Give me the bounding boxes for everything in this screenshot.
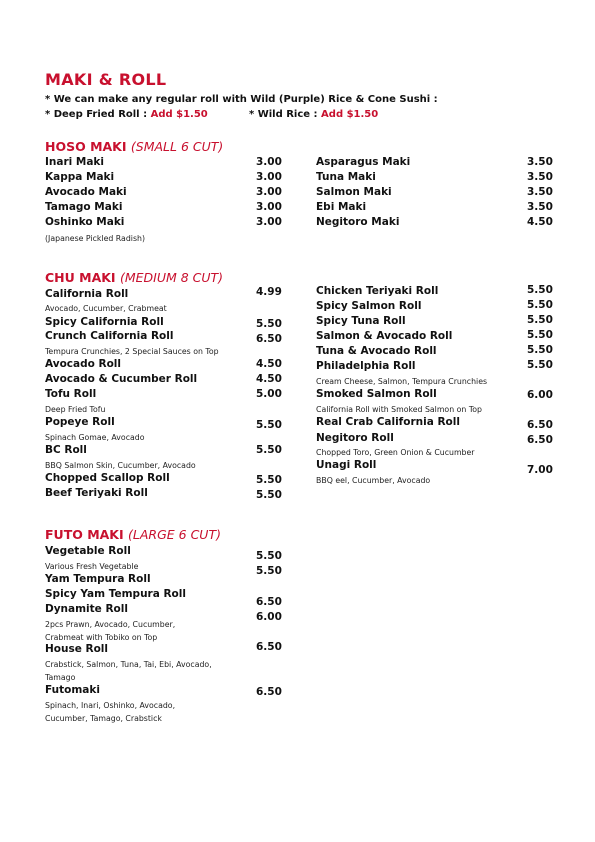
menu-item-name: Asparagus Maki (316, 156, 411, 168)
menu-item-price: 6.50 (527, 419, 553, 431)
menu-item-price: 4.50 (527, 216, 553, 228)
menu-item-price: 5.50 (256, 444, 282, 456)
menu-item-price: 5.50 (527, 329, 553, 341)
menu-item-name: Tofu Roll (45, 388, 97, 400)
wild-rice-price: Add $1.50 (321, 109, 379, 120)
menu-item-price: 5.50 (256, 474, 282, 486)
menu-item-name: Avocado Maki (45, 186, 127, 198)
menu-item-name: Crunch California Roll (45, 330, 174, 342)
menu-item-name: House Roll (45, 643, 108, 655)
menu-item-description: Avocado, Cucumber, Crabmeat (45, 304, 167, 313)
menu-item-price: 6.50 (256, 686, 282, 698)
menu-item-name: Negitoro Roll (316, 432, 394, 444)
menu-item-price: 6.00 (527, 389, 553, 401)
menu-item-name: BC Roll (45, 444, 87, 456)
menu-item-name: Spicy Tuna Roll (316, 315, 406, 327)
menu-item-price: 5.50 (256, 550, 282, 562)
menu-item-price: 5.50 (256, 419, 282, 431)
menu-item-description: Various Fresh Vegetable (45, 562, 139, 571)
menu-item-name: California Roll (45, 288, 129, 300)
section-subtitle: (SMALL 6 CUT) (130, 139, 224, 154)
menu-item-description: Tamago (45, 673, 76, 682)
section-subtitle: (LARGE 6 CUT) (128, 527, 221, 542)
menu-item-description: Cream Cheese, Salmon, Tempura Crunchies (316, 377, 488, 386)
menu-item-price: 4.99 (256, 286, 282, 298)
menu-item-description: California Roll with Smoked Salmon on Top (316, 405, 482, 414)
menu-title: MAKI & ROLL (45, 70, 167, 89)
menu-item-price: 6.50 (256, 596, 282, 608)
menu-item-name: Chopped Scallop Roll (45, 472, 170, 484)
menu-item-name: Salmon Maki (316, 186, 392, 198)
wild-rice-label: * Wild Rice : (249, 109, 318, 120)
menu-item-price: 5.50 (527, 344, 553, 356)
menu-item-name: Spicy Salmon Roll (316, 300, 422, 312)
menu-item-description: Crabstick, Salmon, Tuna, Tai, Ebi, Avocado, (45, 660, 212, 669)
menu-item-price: 5.50 (527, 359, 553, 371)
menu-item-name: Tuna & Avocado Roll (316, 345, 437, 357)
menu-item-name: Dynamite Roll (45, 603, 128, 615)
menu-item-price: 3.00 (256, 156, 282, 168)
menu-item-name: Ebi Maki (316, 201, 367, 213)
menu-item-name: Kappa Maki (45, 171, 115, 183)
menu-item-price: 3.00 (256, 171, 282, 183)
deep-fried-price: Add $1.50 (150, 109, 208, 120)
menu-item-name: Avocado Roll (45, 358, 122, 370)
menu-item-name: Chicken Teriyaki Roll (316, 285, 439, 297)
menu-item-price: 3.50 (527, 201, 553, 213)
menu-item-name: Real Crab California Roll (316, 416, 460, 428)
section-hoso-maki (45, 139, 223, 154)
section-futo-maki (45, 527, 221, 542)
menu-item-name: Spicy California Roll (45, 316, 164, 328)
menu-item-price: 5.50 (256, 318, 282, 330)
menu-item-name: Salmon & Avocado Roll (316, 330, 453, 342)
menu-item-name: Inari Maki (45, 156, 105, 168)
menu-item-price: 3.50 (527, 171, 553, 183)
menu-item-name: Spicy Yam Tempura Roll (45, 588, 186, 600)
menu-item-price: 5.50 (527, 284, 553, 296)
menu-item-name: Unagi Roll (316, 459, 377, 471)
menu-item-price: 3.00 (256, 201, 282, 213)
menu-item-name: Avocado & Cucumber Roll (45, 373, 198, 385)
deep-fried-note (45, 109, 208, 120)
menu-item-price: 5.50 (256, 565, 282, 577)
menu-item-description: Spinach, Inari, Oshinko, Avocado, (45, 701, 176, 710)
wild-rice-price-note (249, 109, 378, 120)
menu-item-price: 6.50 (256, 333, 282, 345)
menu-item-price: 3.50 (527, 156, 553, 168)
menu-item-description: Cucumber, Tamago, Crabstick (45, 714, 162, 723)
menu-item-price: 5.50 (527, 314, 553, 326)
menu-item-price: 5.50 (256, 489, 282, 501)
menu-item-description: 2pcs Prawn, Avocado, Cucumber, (45, 620, 176, 629)
menu-item-price: 4.50 (256, 358, 282, 370)
menu-item-price: 3.00 (256, 186, 282, 198)
menu-item-name: Smoked Salmon Roll (316, 388, 437, 400)
menu-item-name: Philadelphia Roll (316, 360, 416, 372)
menu-item-price: 6.50 (527, 434, 553, 446)
menu-item-description: BBQ Salmon Skin, Cucumber, Avocado (45, 461, 196, 470)
wild-rice-note: * We can make any regular roll with Wild (Purple) Rice & Cone Sushi : (45, 94, 438, 105)
menu-item-description: Crabmeat with Tobiko on Top (45, 633, 158, 642)
menu-item-description: BBQ eel, Cucumber, Avocado (316, 476, 431, 485)
section-chu-maki (45, 270, 223, 285)
menu-item-name: Futomaki (45, 684, 100, 696)
menu-item-description: Tempura Crunchies, 2 Special Sauces on Top (45, 347, 219, 356)
menu-item-name: Tamago Maki (45, 201, 123, 213)
menu-item-price: 3.00 (256, 216, 282, 228)
menu-item-name: Beef Teriyaki Roll (45, 487, 148, 499)
menu-item-name: Vegetable Roll (45, 545, 131, 557)
section-title: HOSO MAKI (45, 139, 127, 154)
menu-item-name: Popeye Roll (45, 416, 115, 428)
menu-item-description: Deep Fried Tofu (45, 405, 106, 414)
section-subtitle: (MEDIUM 8 CUT) (119, 270, 224, 285)
menu-item-name: Yam Tempura Roll (45, 573, 151, 585)
deep-fried-label: * Deep Fried Roll : (45, 109, 148, 120)
menu-item-price: 4.50 (256, 373, 282, 385)
section-title: CHU MAKI (45, 270, 116, 285)
menu-item-price: 3.50 (527, 186, 553, 198)
menu-item-price: 6.00 (256, 611, 282, 623)
menu-item-description: Chopped Toro, Green Onion & Cucumber (316, 448, 475, 457)
menu-item-price: 5.50 (527, 299, 553, 311)
menu-item-price: 7.00 (527, 464, 553, 476)
section-title: FUTO MAKI (45, 527, 124, 542)
menu-item-description: (Japanese Pickled Radish) (45, 234, 145, 243)
menu-item-price: 5.00 (256, 388, 282, 400)
menu-item-name: Negitoro Maki (316, 216, 400, 228)
menu-item-price: 6.50 (256, 641, 282, 653)
menu-item-name: Tuna Maki (316, 171, 376, 183)
menu-item-description: Spinach Gomae, Avocado (45, 433, 145, 442)
menu-item-name: Oshinko Maki (45, 216, 125, 228)
